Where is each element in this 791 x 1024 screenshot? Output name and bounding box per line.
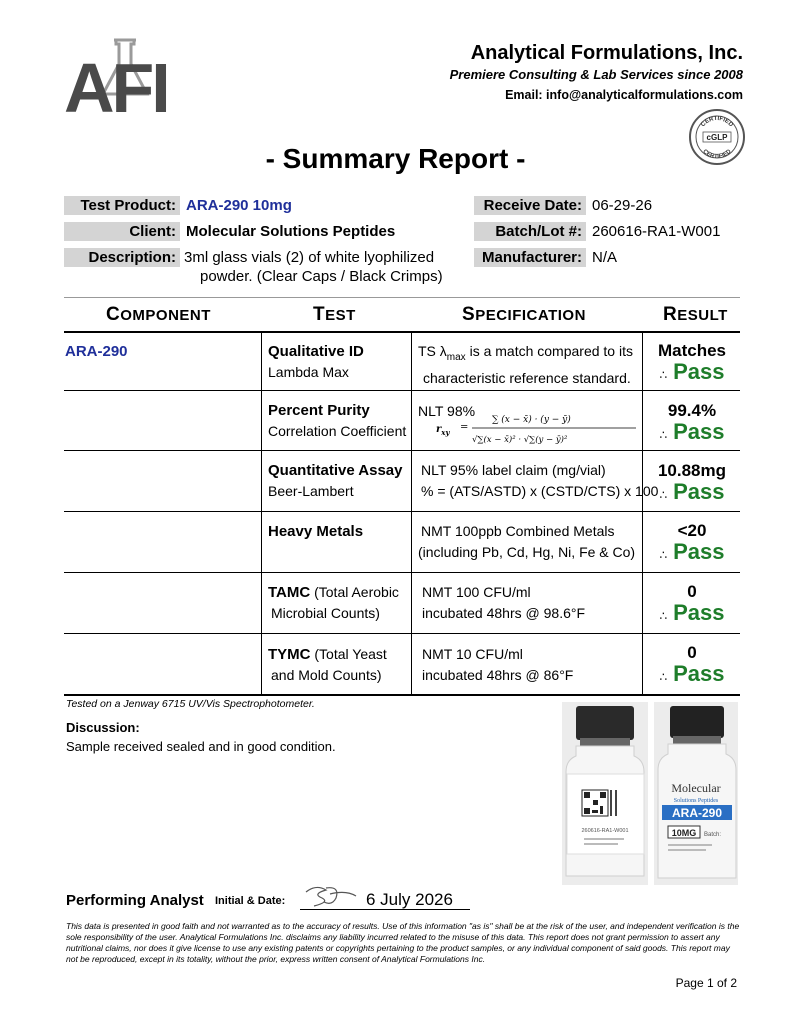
company-email: Email: info@analyticalformulations.com: [505, 88, 743, 102]
svg-text:Batch:: Batch:: [704, 832, 722, 838]
test-method: Correlation Coefficient: [268, 423, 407, 439]
test-product-label: Test Product:: [64, 196, 180, 215]
vial-photo-barcode: [562, 702, 648, 885]
svg-text:CERTIFIED: CERTIFIED: [700, 115, 734, 129]
test-method: Beer-Lambert: [268, 483, 354, 499]
svg-text:Solutions Peptides: Solutions Peptides: [673, 798, 719, 804]
svg-text:√∑(x − x̄)² · √∑(y − ȳ)²: √∑(x − x̄)² · √∑(y − ȳ)²: [472, 435, 568, 445]
table-row: [268, 400, 406, 442]
vial-photo-label: [654, 702, 738, 885]
test-method: and Mold Counts): [271, 667, 382, 683]
svg-text:ARA-290: ARA-290: [671, 806, 723, 820]
svg-text:CERTIFIED: CERTIFIED: [701, 148, 733, 161]
table-row: TAMC (Total Aerobic Microbial Counts): [268, 582, 399, 624]
pass-status: Pass: [673, 479, 725, 504]
initial-date-label: Initial & Date:: [215, 895, 286, 907]
result: <20 ∴ Pass: [659, 521, 725, 564]
result: 99.4% ∴ Pass: [659, 401, 725, 444]
specification: NLT 98%: [418, 403, 476, 419]
test-name: Qualitative ID: [268, 343, 364, 360]
result: 0 ∴ Pass: [659, 582, 725, 625]
svg-text:cGLP: cGLP: [706, 133, 728, 142]
row-divider: [64, 450, 740, 451]
test-name: Heavy Metals: [268, 523, 364, 540]
svg-text:rxy: $r_{xy}$: [436, 424, 450, 437]
report-title: - Summary Report -: [265, 143, 526, 174]
result: Matches ∴ Pass: [657, 341, 727, 384]
pass-status: Pass: [673, 539, 725, 564]
svg-text:=: =: [460, 422, 469, 433]
description-line-2: powder. (Clear Caps / Black Crimps): [200, 268, 443, 285]
test-name: TAMC: [268, 584, 311, 601]
analyst-signature: [300, 882, 360, 908]
row-divider: [64, 511, 740, 512]
column-header-result: RESULT: [663, 304, 728, 325]
description-label: Description:: [64, 248, 180, 267]
receive-date-label: Receive Date:: [474, 196, 586, 215]
manufacturer-value: N/A: [592, 249, 618, 266]
table-bottom-rule: [64, 694, 740, 696]
discussion-heading: Discussion:: [66, 720, 140, 735]
performing-analyst-label: Performing Analyst: [66, 892, 204, 909]
discussion-text: Sample received sealed and in good condition.: [66, 739, 336, 754]
instrument-footnote: Tested on a Jenway 6715 UV/Vis Spectrophotometer.: [66, 698, 315, 710]
svg-text:∑ (x − x̄) · (y − ȳ): ∑ (x − x̄) · (y − ȳ): [492, 415, 571, 425]
svg-text:AFI: AFI: [64, 49, 168, 116]
table-row: [268, 341, 364, 383]
pass-status: Pass: [673, 600, 725, 625]
result: 0 ∴ Pass: [659, 643, 725, 686]
table-row: [268, 521, 363, 542]
column-header-component: COMPONENT: [106, 304, 211, 325]
result: 10.88mg ∴ Pass: [657, 461, 727, 504]
row-divider: [64, 633, 740, 634]
correlation-formula: [432, 408, 638, 448]
test-product-value: ARA-290 10mg: [186, 197, 292, 214]
column-divider: [261, 332, 262, 695]
specification: NMT 100ppb Combined Metals (including Pb, Cd, Hg, Ni, Fe & Co): [418, 523, 636, 560]
batch-lot-label: Batch/Lot #:: [474, 222, 586, 241]
column-divider: [411, 332, 412, 695]
legal-disclaimer: This data is presented in good faith and not warranted as to the accuracy of results. Use of this information "as is" shall be at the risk of the user, and independent verification is the sole responsibility of the user. Analytical Formulations Inc. disclaims any liability incurred related to the misuse of this data. This report does not grant permission to assert any nutritional claims, nor does it give license to use any existing patents or copyrights pertaining to the product samples, or any individual component of said goods. This report may not be reproduced, except in its totality, without the prior, express written consent of Analytical Formulations Inc.: [66, 921, 740, 964]
row-divider: [64, 572, 740, 573]
pass-status: Pass: [673, 661, 725, 686]
table-top-rule: [64, 331, 740, 333]
test-name: TYMC: [268, 646, 311, 663]
column-divider: [642, 332, 643, 695]
receive-date-value: 06-29-26: [592, 197, 653, 214]
test-name: Quantitative Assay: [268, 462, 403, 479]
specification: TS $\lambda_{max}$ is a match compared to its characteristic reference standard.: [418, 343, 633, 386]
manufacturer-label: Manufacturer:: [474, 248, 586, 267]
table-row: TYMC (Total Yeast and Mold Counts): [268, 644, 387, 686]
description-line-1: 3ml glass vials (2) of white lyophilized: [184, 249, 435, 266]
afi-logo: [64, 38, 186, 116]
row-divider: [64, 390, 740, 391]
column-header-specification: SPECIFICATION: [462, 304, 586, 325]
pass-status: Pass: [673, 419, 725, 444]
analysis-date: 6 July 2026: [366, 890, 453, 909]
client-value: Molecular Solutions Peptides: [186, 223, 396, 240]
specification: NMT 10 CFU/ml incubated 48hrs @ 86°F: [422, 646, 574, 683]
column-header-test: TEST: [313, 304, 356, 325]
page-number: Page 1 of 2: [675, 976, 737, 990]
svg-text:10MG: 10MG: [671, 828, 697, 838]
client-label: Client:: [64, 222, 180, 241]
specification: NMT 100 CFU/ml incubated 48hrs @ 98.6°F: [422, 584, 586, 621]
company-name: Analytical Formulations, Inc.: [470, 42, 743, 64]
signature-line: [300, 909, 470, 910]
company-tagline: Premiere Consulting & Lab Services since 2008: [449, 67, 743, 82]
specification: NLT 95% label claim (mg/vial) % = (ATS/ASTD) x (CSTD/CTS) x 100: [421, 462, 659, 499]
svg-text:Molecular: Molecular: [671, 781, 721, 795]
batch-lot-value: 260616-RA1-W001: [592, 223, 721, 240]
table-row: [268, 460, 403, 502]
svg-text:260616-RA1-W001: 260616-RA1-W001: [581, 828, 629, 834]
test-method: Lambda Max: [268, 364, 349, 380]
component-name: ARA-290: [65, 343, 128, 360]
test-method: Microbial Counts): [271, 605, 380, 621]
header-divider: [64, 297, 740, 298]
test-name: Percent Purity: [268, 402, 370, 419]
pass-status: Pass: [673, 359, 725, 384]
